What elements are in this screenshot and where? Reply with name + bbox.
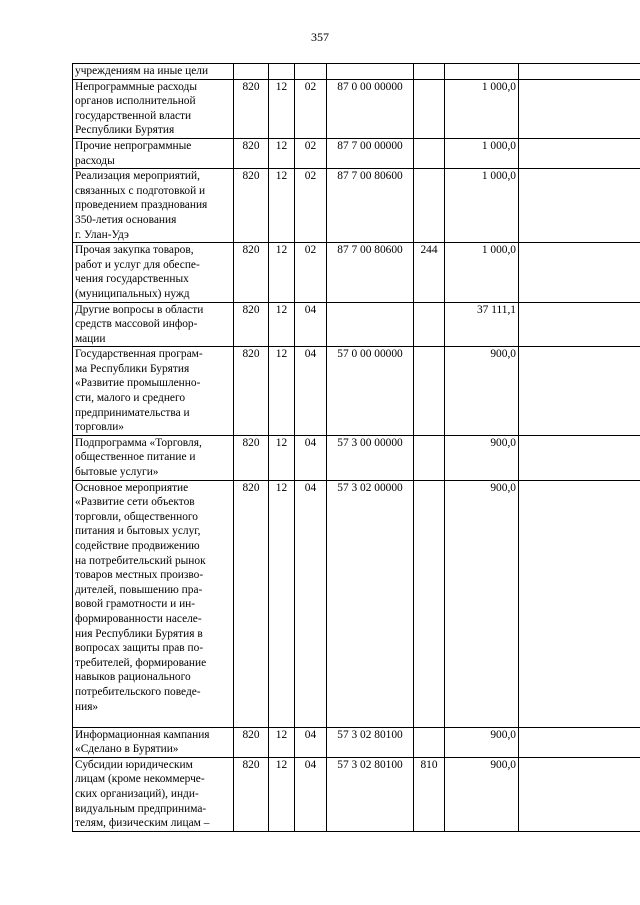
amount-cell: 1 000,0 [445, 243, 519, 302]
row-name-cell: Подпрограмма «Торговля, общественное питание и бытовые услуги» [73, 435, 234, 480]
expense-type-cell [414, 64, 445, 80]
ministry-code-cell: 820 [234, 757, 269, 831]
page-number: 357 [311, 30, 329, 44]
ministry-code-cell: 820 [234, 243, 269, 302]
amount-cell: 1 000,0 [445, 79, 519, 138]
subsection-code-cell: 04 [295, 480, 327, 727]
empty-column-cell [519, 79, 640, 138]
ministry-code-cell: 820 [234, 347, 269, 436]
row-name-cell: учреждениям на иные цели [73, 64, 234, 80]
amount-cell: 900,0 [445, 727, 519, 757]
section-code-cell: 12 [269, 727, 295, 757]
expense-type-cell: 244 [414, 243, 445, 302]
row-name-cell: Другие вопросы в области средств массовой инфор- мации [73, 302, 234, 347]
table-row [73, 347, 640, 436]
table-row [73, 138, 640, 168]
budget-table [72, 63, 640, 832]
section-code-cell: 12 [269, 435, 295, 480]
section-code-cell: 12 [269, 302, 295, 347]
row-name-cell: Непрограммные расходы органов исполнительной государственной власти Республики Бурятия [73, 79, 234, 138]
subsection-code-cell: 02 [295, 138, 327, 168]
section-code-cell: 12 [269, 480, 295, 727]
target-code-cell: 87 7 00 00000 [327, 138, 414, 168]
expense-type-cell [414, 347, 445, 436]
target-code-cell: 57 3 02 00000 [327, 480, 414, 727]
empty-column-cell [519, 757, 640, 831]
target-code-cell [327, 302, 414, 347]
expense-type-cell [414, 138, 445, 168]
expense-type-cell [414, 727, 445, 757]
ministry-code-cell: 820 [234, 480, 269, 727]
table-row [73, 169, 640, 243]
section-code-cell: 12 [269, 169, 295, 243]
subsection-code-cell: 02 [295, 243, 327, 302]
empty-column-cell [519, 64, 640, 80]
section-code-cell: 12 [269, 79, 295, 138]
table-row [73, 727, 640, 757]
amount-cell: 900,0 [445, 435, 519, 480]
target-code-cell: 57 3 02 80100 [327, 757, 414, 831]
row-name-cell: Основное мероприятие «Развитие сети объектов торговли, общественного питания и бытовых услуг, содействие продвижению на потребительский рынок товаров местных произво- дителей, повышению пра- вовой грамотности и ин- формированности населе- ния Республики Бурятия в вопросах защиты прав по- требителей, формирование навыков рационального потребительского поведе- ния» [73, 480, 234, 727]
expense-type-cell [414, 79, 445, 138]
empty-column-cell [519, 435, 640, 480]
subsection-code-cell: 04 [295, 757, 327, 831]
amount-cell: 900,0 [445, 757, 519, 831]
empty-column-cell [519, 169, 640, 243]
table-row [73, 480, 640, 727]
empty-column-cell [519, 347, 640, 436]
target-code-cell [327, 64, 414, 80]
empty-column-cell [519, 727, 640, 757]
target-code-cell: 87 0 00 00000 [327, 79, 414, 138]
ministry-code-cell: 820 [234, 435, 269, 480]
table-row [73, 64, 640, 80]
row-name-cell: Прочие непрограммные расходы [73, 138, 234, 168]
section-code-cell: 12 [269, 757, 295, 831]
target-code-cell: 57 3 00 00000 [327, 435, 414, 480]
ministry-code-cell: 820 [234, 727, 269, 757]
section-code-cell: 12 [269, 347, 295, 436]
empty-column-cell [519, 243, 640, 302]
expense-type-cell [414, 302, 445, 347]
ministry-code-cell: 820 [234, 138, 269, 168]
subsection-code-cell [295, 64, 327, 80]
target-code-cell: 87 7 00 80600 [327, 169, 414, 243]
table-row [73, 79, 640, 138]
row-name-cell: Информационная кампания «Сделано в Бурятии» [73, 727, 234, 757]
section-code-cell [269, 64, 295, 80]
amount-cell [445, 64, 519, 80]
expense-type-cell [414, 480, 445, 727]
table-row [73, 302, 640, 347]
subsection-code-cell: 04 [295, 302, 327, 347]
ministry-code-cell: 820 [234, 169, 269, 243]
row-name-cell: Реализация мероприятий, связанных с подготовкой и проведением празднования 350-летия основания г. Улан-Удэ [73, 169, 234, 243]
section-code-cell: 12 [269, 243, 295, 302]
ministry-code-cell: 820 [234, 79, 269, 138]
amount-cell: 900,0 [445, 347, 519, 436]
amount-cell: 37 111,1 [445, 302, 519, 347]
expense-type-cell [414, 169, 445, 243]
row-name-cell: Субсидии юридическим лицам (кроме некоммерче- ских организаций), инди- видуальным предпринима- телям, физическим лицам – [73, 757, 234, 831]
target-code-cell: 57 3 02 80100 [327, 727, 414, 757]
target-code-cell: 57 0 00 00000 [327, 347, 414, 436]
row-name-cell: Прочая закупка товаров, работ и услуг для обеспе- чения государственных (муниципальных) нужд [73, 243, 234, 302]
amount-cell: 900,0 [445, 480, 519, 727]
empty-column-cell [519, 302, 640, 347]
subsection-code-cell: 02 [295, 79, 327, 138]
ministry-code-cell: 820 [234, 302, 269, 347]
ministry-code-cell [234, 64, 269, 80]
expense-type-cell: 810 [414, 757, 445, 831]
expense-type-cell [414, 435, 445, 480]
empty-column-cell [519, 138, 640, 168]
table-row [73, 243, 640, 302]
empty-column-cell [519, 480, 640, 727]
section-code-cell: 12 [269, 138, 295, 168]
subsection-code-cell: 04 [295, 435, 327, 480]
subsection-code-cell: 02 [295, 169, 327, 243]
target-code-cell: 87 7 00 80600 [327, 243, 414, 302]
row-name-cell: Государственная програм- ма Республики Бурятия «Развитие промышленно- сти, малого и среднего предпринимательства и торговли» [73, 347, 234, 436]
amount-cell: 1 000,0 [445, 169, 519, 243]
subsection-code-cell: 04 [295, 727, 327, 757]
amount-cell: 1 000,0 [445, 138, 519, 168]
table-row [73, 435, 640, 480]
table-row [73, 757, 640, 831]
subsection-code-cell: 04 [295, 347, 327, 436]
